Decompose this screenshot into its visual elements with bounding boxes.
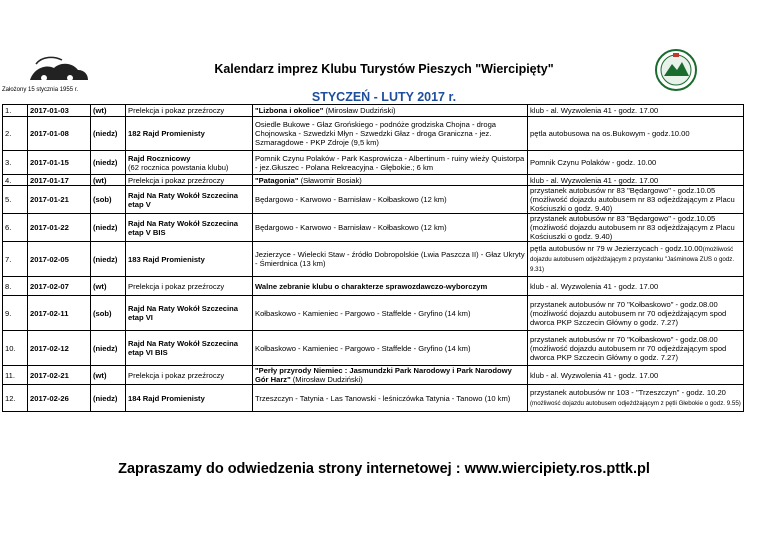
event-description [253, 186, 528, 214]
event-number [3, 186, 28, 214]
meeting-point [528, 366, 744, 385]
event-date-text: 2017-02-05 [30, 254, 69, 264]
event-type [126, 331, 253, 366]
meeting-point-text: przystanek autobusów nr 83 "Będargowo" - godz.10.05 (możliwość dojazdu autobusem nr 83 odjeżdżającym z Placu Kościuszki o godz. 9.40) [530, 214, 735, 241]
event-number [3, 385, 28, 412]
event-weekday [91, 151, 126, 175]
event-type [126, 117, 253, 151]
event-weekday [91, 242, 126, 277]
event-date-text: 2017-02-12 [30, 343, 69, 353]
event-weekday [91, 105, 126, 117]
event-date-text: 2017-01-21 [30, 195, 69, 204]
meeting-point [528, 296, 744, 331]
event-weekday [91, 186, 126, 214]
table-row [3, 117, 744, 151]
event-date-text: 2017-02-11 [30, 308, 69, 318]
meeting-point [528, 175, 744, 186]
event-number-text: 4. [5, 175, 12, 185]
event-weekday-text: (wt) [93, 106, 107, 115]
event-type-subtext: (62 rocznica powstania klubu) [128, 162, 229, 172]
event-weekday-text: (niedz) [93, 129, 118, 138]
meeting-point [528, 214, 744, 242]
event-number-text: 9. [5, 308, 12, 318]
table-row [3, 105, 744, 117]
event-type-text: Rajd Na Raty Wokół Szczecina etap V BIS [128, 218, 239, 237]
table-row [3, 331, 744, 366]
event-type [126, 214, 253, 242]
event-weekday [91, 277, 126, 296]
event-date [28, 277, 91, 296]
event-date [28, 385, 91, 412]
event-type [126, 242, 253, 277]
event-title-bold: "Patagonia" [255, 175, 299, 185]
event-number-text: 7. [5, 254, 12, 264]
event-date-text: 2017-01-22 [30, 223, 69, 232]
event-type [126, 296, 253, 331]
event-date-text: 2017-01-08 [30, 129, 69, 138]
event-title-bold: "Lizbona i okolice" [255, 106, 324, 115]
event-date-text: 2017-01-03 [30, 106, 69, 115]
meeting-point [528, 117, 744, 151]
event-type-text: Prelekcja i pokaz przeźroczy [128, 175, 225, 185]
event-description [253, 296, 528, 331]
event-description-text: Pomnik Czynu Polaków - Park Kasprowicza - Albertinum - ruiny wieży Quistorpa - jez.Głuszec - Polana Rekreacyjna - Głębokie.; 6 km [255, 153, 525, 172]
event-date [28, 366, 91, 385]
event-title-bold: Walne zebranie klubu o charakterze sprawozdawczo-wyborczym [255, 281, 488, 291]
event-type-text: Rajd Rocznicowy [128, 153, 191, 163]
event-number [3, 277, 28, 296]
event-description [253, 117, 528, 151]
event-type [126, 151, 253, 175]
event-weekday [91, 214, 126, 242]
event-date [28, 296, 91, 331]
event-type-text: 183 Rajd Promienisty [128, 254, 205, 264]
event-description-text: Osiedle Bukowe - Głaz Grońskiego - podnóże grodziska Chojna - droga Chojnowska - Szwedzki Młyn - Szwedzki Głaz - droga Graniczna - jez. Szmaragdowe - PKP Zdroje (9,5 km) [255, 120, 497, 147]
event-type-text: Prelekcja i pokaz przeźroczy [128, 370, 225, 380]
table-row [3, 186, 744, 214]
event-date [28, 151, 91, 175]
event-weekday-text: (wt) [93, 281, 107, 291]
meeting-point-text: klub - al. Wyzwolenia 41 - godz. 17.00 [530, 106, 659, 115]
table-row [3, 385, 744, 412]
event-type [126, 186, 253, 214]
event-description-text: Będargowo - Karwowo - Barnisław - Kołbaskowo (12 km) [255, 195, 447, 204]
meeting-point-note: (możliwość dojazdu autobusem odjeżdżającym z pętli Głebokie o godz. 9.55) [530, 400, 741, 407]
meeting-point [528, 242, 744, 277]
event-description [253, 242, 528, 277]
event-weekday-text: (niedz) [93, 158, 118, 167]
meeting-point [528, 331, 744, 366]
meeting-point [528, 105, 744, 117]
event-weekday-text: (niedz) [93, 343, 118, 353]
event-number [3, 214, 28, 242]
event-number [3, 366, 28, 385]
table-row [3, 214, 744, 242]
event-date [28, 117, 91, 151]
footer-website-note: Zapraszamy do odwiedzenia strony internetowej : www.wiercipiety.ros.pttk.pl [118, 461, 650, 477]
event-type [126, 366, 253, 385]
table-row [3, 242, 744, 277]
event-description-text: (Sławomir Bosiak) [298, 175, 362, 185]
event-weekday [91, 385, 126, 412]
event-date-text: 2017-02-26 [30, 393, 69, 403]
event-number-text: 8. [5, 281, 12, 291]
event-description [253, 277, 528, 296]
event-type-text: Rajd Na Raty Wokół Szczecina etap V [128, 190, 239, 209]
event-description [253, 105, 528, 117]
meeting-point-text: przystanek autobusów nr 70 "Kołbaskowo" - godz.08.00 (możliwość dojazdu autobusem nr 70 odjeżdżającym spod dworca PKP Szczecin Główny o godz. 7.27) [530, 299, 727, 327]
event-description [253, 385, 528, 412]
meeting-point-note: (możliwość dojazdu autobusem odjeżdżającym z przystanku "Jaśminowa ZUS o godz. 9.31) [530, 246, 735, 273]
event-type [126, 385, 253, 412]
event-date-text: 2017-01-17 [30, 175, 69, 185]
event-description [253, 331, 528, 366]
table-row [3, 277, 744, 296]
meeting-point-text: przystanek autobusów nr 103 - "Trzeszczyn" - godz. 10.20 [530, 388, 726, 397]
meeting-point-text: klub - al. Wyzwolenia 41 - godz. 17.00 [530, 175, 659, 185]
event-type-text: Prelekcja i pokaz przeźroczy [128, 106, 225, 115]
event-description-text: Kołbaskowo - Kamieniec - Pargowo - Staffelde - Gryfino (14 km) [255, 308, 471, 318]
event-weekday [91, 117, 126, 151]
event-weekday-text: (niedz) [93, 254, 118, 264]
table-row [3, 151, 744, 175]
event-description-text: Jezierzyce - Wielecki Staw - źródło Dobropolskie (Lwia Paszcza II) - Głaz Ukryty - Śmierdnica (13 km) [255, 250, 525, 268]
meeting-point-text: przystanek autobusów nr 83 "Będargowo" - godz.10.05 (możliwość dojazdu autobusem nr 83 odjeżdżającym z Placu Kościuszki o godz. 9.40) [530, 186, 735, 213]
event-number [3, 296, 28, 331]
event-description-text: (Mirosław Dudziński) [290, 375, 363, 384]
events-table [2, 104, 744, 412]
event-weekday [91, 331, 126, 366]
event-number [3, 175, 28, 186]
event-weekday-text: (wt) [93, 175, 107, 185]
event-date-text: 2017-01-15 [30, 158, 69, 167]
event-date [28, 331, 91, 366]
event-weekday-text: (niedz) [93, 393, 118, 403]
event-weekday-text: (sob) [93, 308, 112, 318]
meeting-point-text: pętla autobusowa na os.Bukowym - godz.10.00 [530, 129, 690, 138]
table-row [3, 175, 744, 186]
meeting-point-text: przystanek autobusów nr 70 "Kołbaskowo" - godz.08.00 (możliwość dojazdu autobusem nr 70 odjeżdżającym spod dworca PKP Szczecin Główny o godz. 7.27) [530, 334, 727, 362]
meeting-point [528, 186, 744, 214]
table-row [3, 296, 744, 331]
event-weekday-text: (niedz) [93, 223, 118, 232]
event-number [3, 105, 28, 117]
event-number-text: 6. [5, 223, 12, 232]
event-type [126, 105, 253, 117]
event-date-text: 2017-02-21 [30, 370, 69, 380]
event-type-text: 182 Rajd Promienisty [128, 129, 205, 138]
event-number-text: 1. [5, 106, 12, 115]
event-description [253, 151, 528, 175]
event-description-text: Trzeszczyn - Tatynia - Las Tanowski - leśniczówka Tatynia - Tanowo (10 km) [255, 393, 511, 403]
event-description-text: (Mirosław Dudziński) [323, 106, 396, 115]
meeting-point-text: Pomnik Czynu Polaków - godz. 10.00 [530, 158, 657, 167]
event-description [253, 366, 528, 385]
event-weekday [91, 175, 126, 186]
event-type-text: Prelekcja i pokaz przeźroczy [128, 281, 225, 291]
event-type [126, 175, 253, 186]
event-description [253, 175, 528, 186]
event-number [3, 117, 28, 151]
event-weekday-text: (sob) [93, 195, 112, 204]
meeting-point-text: klub - al. Wyzwolenia 41 - godz. 17.00 [530, 281, 659, 291]
event-weekday [91, 296, 126, 331]
event-type [126, 277, 253, 296]
event-date [28, 214, 91, 242]
document-title: Kalendarz imprez Klubu Turystów Pieszych "Wiercipięty" [214, 62, 554, 76]
event-description-text: Kołbaskowo - Kamieniec - Pargowo - Staffelde - Gryfino (14 km) [255, 343, 471, 353]
period-header: STYCZEŃ - LUTY 2017 r. [311, 90, 457, 104]
event-type-text: Rajd Na Raty Wokół Szczecina etap VI BIS [128, 339, 239, 357]
meeting-point-text: pętla autobusów nr 79 w Jezierzycach - godz.10.00 [530, 244, 703, 253]
event-number-text: 12. [5, 393, 16, 403]
event-number-text: 2. [5, 129, 12, 138]
event-number [3, 242, 28, 277]
event-date [28, 242, 91, 277]
event-description [253, 214, 528, 242]
event-title-bold: "Perły przyrody Niemiec : Jasmundzki Park Narodowy i Park Narodowy Gór Harz" [255, 366, 512, 384]
event-date [28, 175, 91, 186]
event-number [3, 151, 28, 175]
table-row [3, 366, 744, 385]
event-number-text: 3. [5, 158, 12, 167]
event-date [28, 186, 91, 214]
event-number-text: 11. [5, 370, 15, 380]
event-type-text: Rajd Na Raty Wokół Szczecina etap VI [128, 304, 239, 322]
meeting-point-text: klub - al. Wyzwolenia 41 - godz. 17.00 [530, 370, 659, 380]
meeting-point [528, 385, 744, 412]
event-number-text: 5. [5, 195, 12, 204]
event-date [28, 105, 91, 117]
founded-note: Założony 15 stycznia 1955 r. [2, 87, 79, 93]
event-number-text: 10. [5, 343, 16, 353]
event-description-text: Będargowo - Karwowo - Barnisław - Kołbaskowo (12 km) [255, 223, 447, 232]
meeting-point [528, 151, 744, 175]
event-number [3, 331, 28, 366]
event-weekday [91, 366, 126, 385]
event-type-text: 184 Rajd Promienisty [128, 393, 205, 403]
event-weekday-text: (wt) [93, 370, 107, 380]
meeting-point [528, 277, 744, 296]
event-date-text: 2017-02-07 [30, 281, 69, 291]
